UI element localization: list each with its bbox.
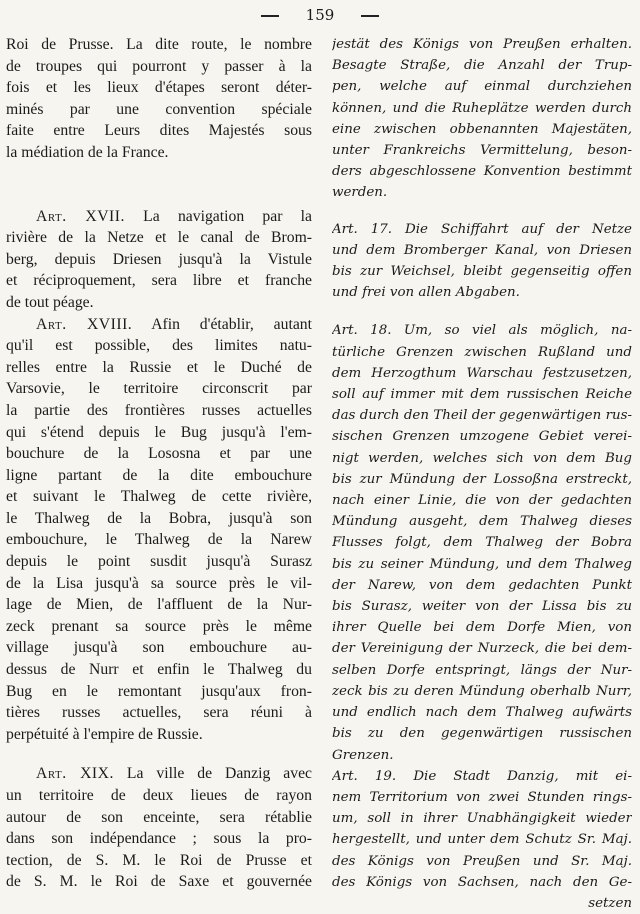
text-line: Flusses folgt, dem Thalweg der Bobra [332,535,632,551]
text-line: zeck prenant sa source près le même [6,617,312,635]
article-label: Art. XVII. [36,207,125,225]
text-line: la médiation de la France. [6,143,169,161]
french-intro-paragraph [6,34,312,164]
header-dash-left [261,15,279,17]
text-line: Mündung ausgeht, dem Thalweg dieses [332,514,632,530]
german-intro-paragraph [332,34,632,204]
text-line: das durch den Theil der gegenwärtigen rus- [332,408,632,424]
text-line: de la Lisa jusqu'à sa source près le vil- [6,574,312,592]
text-line: de troupes qui pourront y passer à la [6,57,312,75]
text-line: Bug en le remontant jusqu'aux fron- [6,682,312,700]
text-line: und dem Bromberger Kanal, von Driesen [332,242,632,258]
text-line: de tout péage. [6,293,94,311]
text-line: autour de son enceinte, sera rétablie [6,808,312,826]
german-column [332,34,632,914]
text-line: ihrer Quelle bei dem Dorfe Mien, von [332,620,632,636]
text-line: soll auf immer mit dem russischen Reiche [332,387,632,403]
text-line: lage de Mien, de l'affluent de la Nur- [6,596,312,614]
article-label: Art. XVIII. [36,315,133,333]
text-line: embouchure, le Thalweg de la Narew [6,531,312,549]
text-line: La ville de Danzig avec [126,765,312,783]
text-line: Varsovie, le territoire circonscrit par [6,380,312,398]
text-line: des Königs von Preußen und Sr. Maj. [332,853,632,869]
text-line: qui s'étend depuis le Bug jusqu'à l'em- [6,423,312,441]
article-label: Art. XIX. [36,765,114,783]
page-header [0,3,640,27]
text-line: Roi de Prusse. La dite route, le nombre [6,36,312,53]
french-column [6,34,312,893]
text-line: hergestellt, und unter dem Schutz Sr. Maj. [332,832,632,848]
text-line: Afin d'établir, autant [151,315,312,333]
text-line: bis Surasz, weiter von der Lissa bis zu [332,599,632,615]
text-line: berg, depuis Driesen jusqu'à la Vistule [6,250,312,268]
french-article-17 [6,206,312,314]
german-article-18 [332,320,632,765]
german-article-19 [332,766,632,914]
german-article-17 [332,219,632,304]
text-line: nigt werden, welches sich von dem Bug [332,450,632,466]
text-line: tières russes actuelles, sera réuni à [6,704,312,722]
text-line: Art. 17. Die Schiffahrt auf der Netze [332,221,632,237]
text-line: dessus de Nurr et enfin le Thalweg du [6,661,312,679]
text-line: dem Herzogthum Warschau festzusetzen, [332,365,632,381]
text-line: rivière de la Netze et le canal de Brom- [6,229,312,247]
text-line: le Thalweg de la Bobra, jusqu'à son [6,509,312,527]
text-line: faite entre Leurs dites Majestés sous [6,122,312,140]
catchword: setzen [588,895,632,911]
text-line: zeck bis zu deren Mündung oberhalb Nurr, [332,683,632,699]
text-line: können, und die Ruheplätze werden durch [332,100,632,116]
text-line: la partie des frontières russes actuelles [6,401,312,419]
text-line: jestät des Königs von Preußen erhalten. [332,37,632,52]
text-line: sischen Grenzen umzogene Gebiet verei- [332,429,632,445]
text-line: unter Frankreichs Vermittelung, beson- [332,143,632,159]
text-line: depuis le point susdit jusqu'à Surasz [6,553,312,571]
text-line: relles entre la Russie et le Duché de [6,358,312,376]
text-line: bouchure de la Lososna et par une [6,445,312,463]
text-line: bis zu den gegenwärtigen russischen [332,726,632,742]
text-line: village jusqu'à son embouchure au- [6,639,312,657]
french-article-19 [6,763,312,893]
text-line: minés par une convention spéciale [6,100,312,118]
text-line: La navigation par la [143,207,312,225]
header-dash-right [361,15,379,17]
text-line: un territoire de deux lieues de rayon [6,787,312,804]
text-line: fois et les lieux d'étapes seront déter- [6,79,312,97]
text-line: tection, de S. M. le Roi de Prusse et [6,851,312,869]
text-line: Besagte Straße, die Anzahl der Trup- [332,58,632,74]
text-line: et réciproquement, sera libre et franche [6,272,312,290]
text-line: dans son indépendance ; sous la pro- [6,830,312,848]
text-line: bis zur Weichsel, bleibt gegenseitig offen [332,264,632,280]
text-line: werden. [332,185,388,201]
text-line: qu'il est possible, des limites natu- [6,337,312,355]
french-article-18 [6,314,312,746]
text-line: nem Territorium von zwei Stunden rings- [332,789,632,805]
text-line: pen, welche auf einmal durchziehen [332,79,632,95]
page-number: 159 [305,6,335,24]
text-line: eine zwischen obbenannten Majestäten, [332,121,632,137]
text-line: perpétuité à l'empire de Russie. [6,725,203,743]
text-line: der Narew, von dem gedachten Punkt [332,577,632,593]
text-line: der Vereinigung der Nurzeck, die bei dem- [332,641,632,657]
text-line: de S. M. le Roi de Saxe et gouvernée [6,873,312,891]
text-line: ligne partant de la dite embouchure [6,466,312,484]
text-line: bis zur Mündung der Lossoßna erstreckt, [332,471,632,487]
text-line: türliche Grenzen zwischen Rußland und [332,344,632,360]
text-line: um, soll in ihrer Unabhängigkeit wieder [332,811,632,827]
text-line: bis zu seiner Mündung, und dem Thalweg [332,556,632,572]
text-line: Art. 18. Um, so viel als möglich, na- [332,323,632,339]
text-line: Grenzen. [332,747,394,763]
text-line: et suivant le Thalweg de cette rivière, [6,488,312,506]
text-line: ders abgeschlossene Konvention bestimmt [332,164,632,180]
text-line: des Königs von Sachsen, nach den Ge- [332,874,632,890]
text-line: Art. 19. Die Stadt Danzig, mit ei- [332,768,632,784]
text-line: und frei von allen Abgaben. [332,285,520,301]
text-line: selben Dorfe entspringt, längs der Nur- [332,662,632,678]
text-line: nach einer Linie, die von der gedachten [332,493,632,509]
text-line: und endlich nach dem Thalweg aufwärts [332,705,632,721]
